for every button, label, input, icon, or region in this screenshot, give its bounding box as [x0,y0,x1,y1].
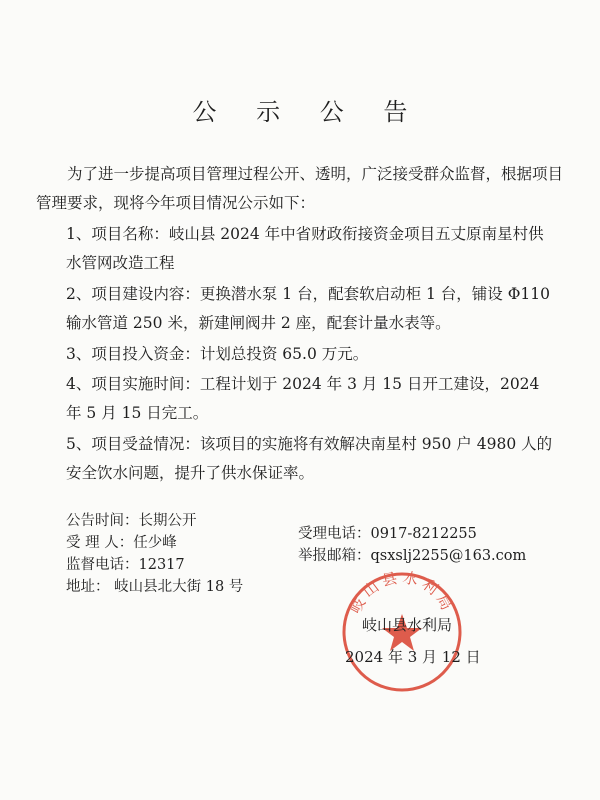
item-schedule: 4、项目实施时间：工程计划于 2024 年 3 月 15 日开工建设，2024 年 5 月 15 日完工。 [66,375,540,422]
address: 地址： 岐山县北大街 18 号 [66,579,244,595]
seal-text: 岐山县水利局 [346,568,458,617]
notice-title: 公 示 公 告 [192,98,424,126]
signature-date: 2024 年 3 月 12 日 [345,648,481,666]
receiver: 受 理 人：任少峰 [66,535,177,551]
contact-info-left [66,510,306,598]
item-benefit: 5、项目受益情况：该项目的实施将有效解决南星村 950 户 4980 人的安全饮水问题，提升了供水保证率。 [66,435,553,482]
receive-phone: 受理电话：0917-8212255 [298,526,477,542]
item-investment: 3、项目投入资金：计划总投资 65.0 万元。 [66,345,369,363]
supervise-phone: 监督电话：12317 [66,557,185,573]
report-email: 举报邮箱：qsxslj2255@163.com [298,548,527,564]
contact-info-right [298,523,578,567]
signature-org: 岐山县水利局 [362,616,453,634]
item-construction-content: 2、项目建设内容：更换潜水泵 1 台，配套软启动柜 1 台，铺设 Φ110 输水管道 250 米，新建闸阀井 2 座，配套计量水表等。 [66,285,551,332]
notice-time: 公告时间：长期公开 [66,513,197,529]
item-project-name: 1、项目名称：岐山县 2024 年中省财政衔接资金项目五丈原南星村供水管网改造工程 [66,225,544,272]
intro-paragraph: 为了进一步提高项目管理过程公开、透明，广泛接受群众监督，根据项目管理要求，现将今年项目情况公示如下： [36,165,564,212]
